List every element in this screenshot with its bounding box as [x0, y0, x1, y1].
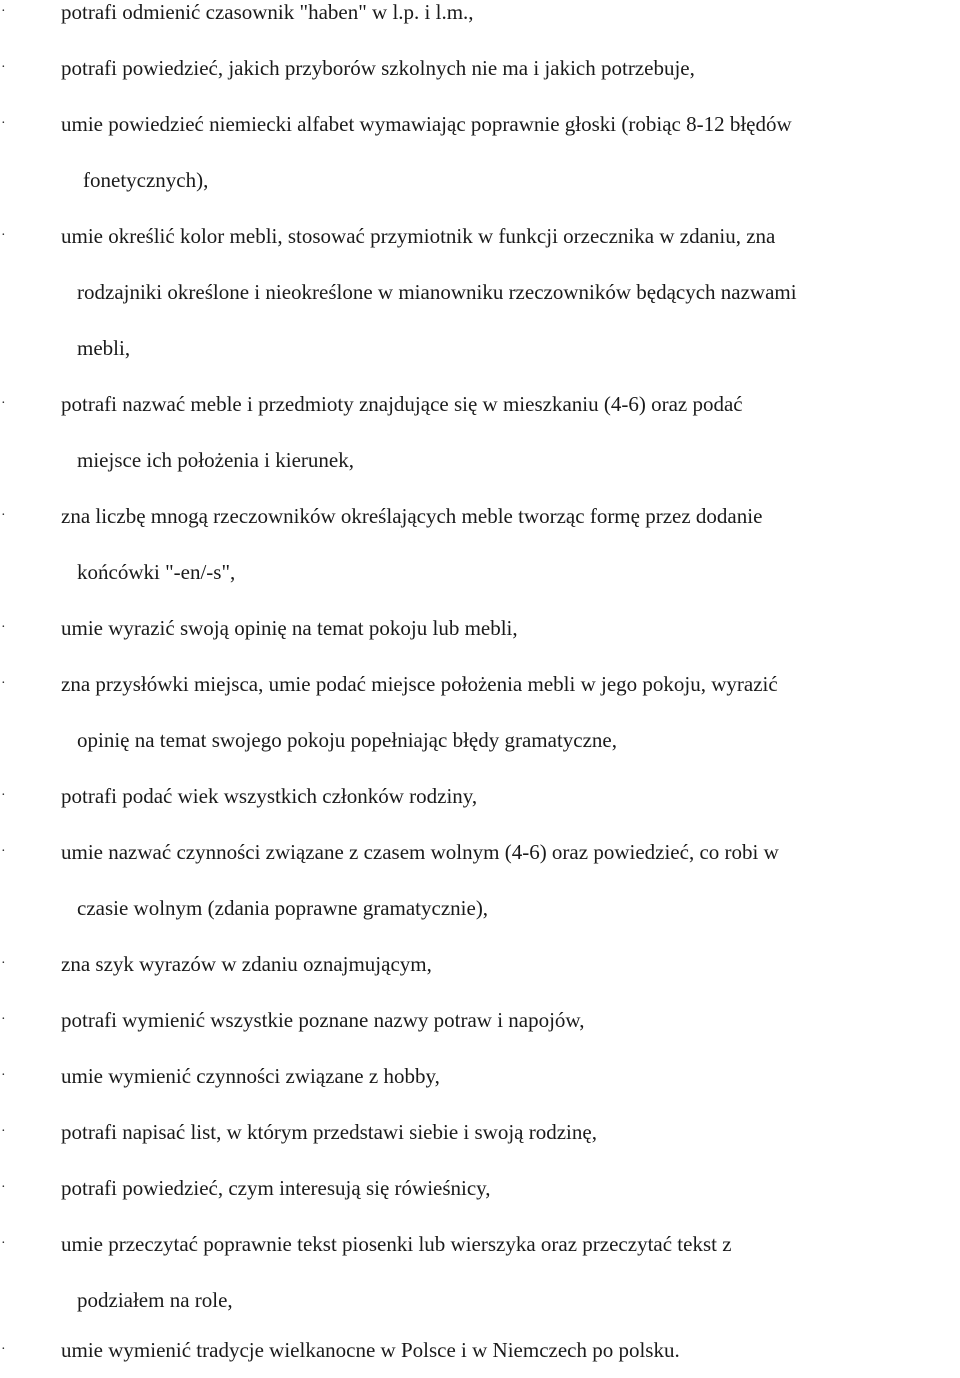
list-item-text: umie wyrazić swoją opinię na temat pokoju lub mebli, — [61, 616, 518, 640]
list-item-text: umie wymienić czynności związane z hobby, — [61, 1064, 440, 1088]
bullet-mark: · — [1, 4, 6, 19]
bullet-mark: · — [1, 396, 6, 411]
list-item-text: potrafi powiedzieć, jakich przyborów szkolnych nie ma i jakich potrzebuje, — [61, 56, 695, 80]
list-item-text: potrafi odmienić czasownik "haben" w l.p. i l.m., — [61, 0, 474, 24]
list-item-text: umie wymienić tradycje wielkanocne w Polsce i w Niemczech po polsku. — [61, 1338, 680, 1362]
list-item-text: rodzajniki określone i nieokreślone w mianowniku rzeczowników będących nazwami — [77, 280, 797, 304]
list-item-text: czasie wolnym (zdania poprawne gramatycznie), — [77, 896, 489, 920]
list-item-text: końcówki "-en/-s", — [77, 560, 236, 584]
list-item-text: zna szyk wyrazów w zdaniu oznajmującym, — [61, 952, 432, 976]
bullet-mark: · — [1, 60, 6, 75]
list-item-text: potrafi wymienić wszystkie poznane nazwy potraw i napojów, — [61, 1008, 585, 1032]
list-item-text: potrafi nazwać meble i przedmioty znajdujące się w mieszkaniu (4-6) oraz podać — [61, 392, 743, 416]
bullet-mark: · — [1, 1068, 6, 1083]
list-item-text: umie nazwać czynności związane z czasem wolnym (4-6) oraz powiedzieć, co robi w — [61, 840, 779, 864]
list-item-text: potrafi podać wiek wszystkich członków rodziny, — [61, 784, 478, 808]
bullet-mark: · — [1, 1012, 6, 1027]
bullet-mark: · — [1, 620, 6, 635]
bullet-mark: · — [1, 1124, 6, 1139]
list-item-text: mebli, — [77, 336, 131, 360]
bullet-mark: · — [1, 956, 6, 971]
list-item-text: miejsce ich położenia i kierunek, — [77, 448, 354, 472]
list-item-text: podziałem na role, — [77, 1288, 233, 1312]
list-item-text: zna liczbę mnogą rzeczowników określających meble tworząc formę przez dodanie — [61, 504, 763, 528]
list-item-text: fonetycznych), — [83, 168, 209, 192]
bullet-mark: · — [1, 1180, 6, 1195]
list-item-text: potrafi napisać list, w którym przedstawi siebie i swoją rodzinę, — [61, 1120, 597, 1144]
list-item-text: umie określić kolor mebli, stosować przymiotnik w funkcji orzecznika w zdaniu, zna — [61, 224, 776, 248]
bullet-mark: · — [1, 676, 6, 691]
bullet-mark: · — [1, 116, 6, 131]
bullet-mark: · — [1, 1236, 6, 1251]
list-item-text: zna przysłówki miejsca, umie podać miejsce położenia mebli w jego pokoju, wyrazić — [61, 672, 778, 696]
bullet-mark: · — [1, 788, 6, 803]
list-item-text: opinię na temat swojego pokoju popełniając błędy gramatyczne, — [77, 728, 617, 752]
list-item-text: umie przeczytać poprawnie tekst piosenki lub wierszyka oraz przeczytać tekst z — [61, 1232, 732, 1256]
list-item-text: potrafi powiedzieć, czym interesują się rówieśnicy, — [61, 1176, 491, 1200]
bullet-mark: · — [1, 844, 6, 859]
list-item-text: umie powiedzieć niemiecki alfabet wymawiając poprawnie głoski (robiąc 8-12 błędów — [61, 112, 792, 136]
bullet-mark: · — [1, 228, 6, 243]
bullet-mark: · — [1, 1342, 6, 1357]
bullet-mark: · — [1, 508, 6, 523]
